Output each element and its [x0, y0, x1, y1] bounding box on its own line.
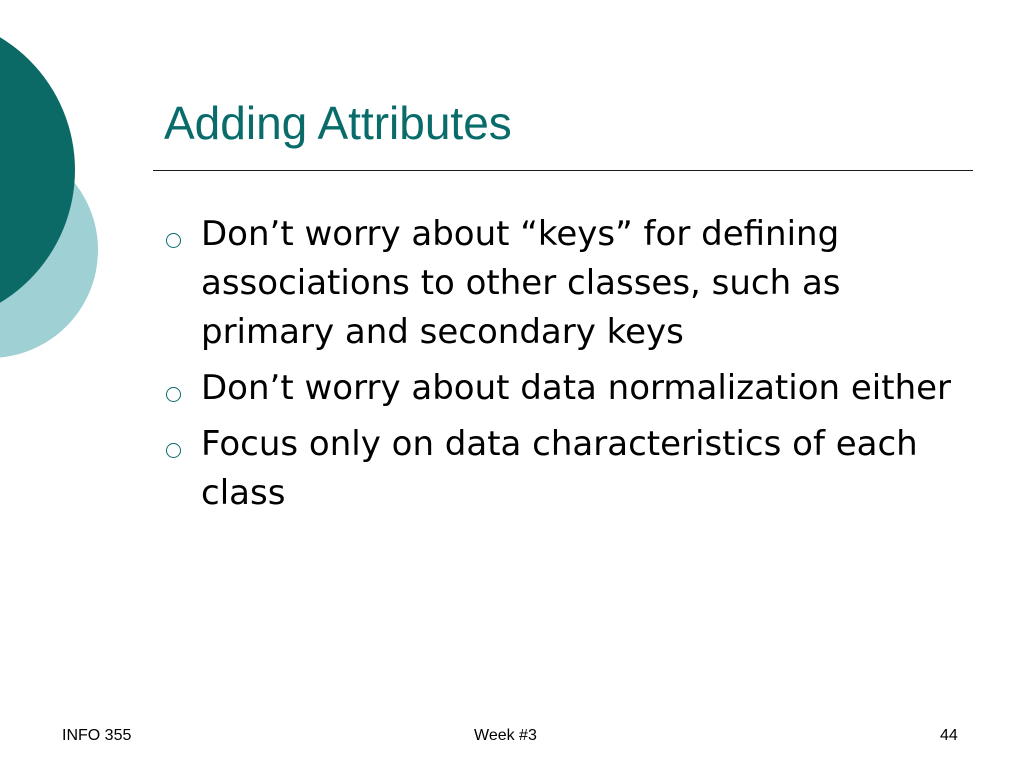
bullet-item [164, 364, 954, 413]
bullet-item [164, 420, 954, 518]
bullet-text: Don’t worry about data normalization either [201, 368, 952, 408]
hollow-circle-bullet-icon [166, 233, 181, 248]
slide-title: Adding Attributes [164, 97, 512, 149]
hollow-circle-bullet-icon [166, 387, 181, 402]
footer-page-number: 44 [940, 727, 958, 744]
hollow-circle-bullet-icon [166, 443, 181, 458]
bullet-text: Focus only on data characteristics of each class [201, 424, 918, 513]
bullet-list [164, 210, 954, 525]
bullet-text: Don’t worry about “keys” for defining associations to other classes, such as primary and secondary keys [201, 214, 841, 352]
footer-course: INFO 355 [62, 727, 132, 744]
bullet-item [164, 210, 954, 357]
title-divider [153, 170, 973, 171]
footer-week: Week #3 [474, 727, 537, 744]
